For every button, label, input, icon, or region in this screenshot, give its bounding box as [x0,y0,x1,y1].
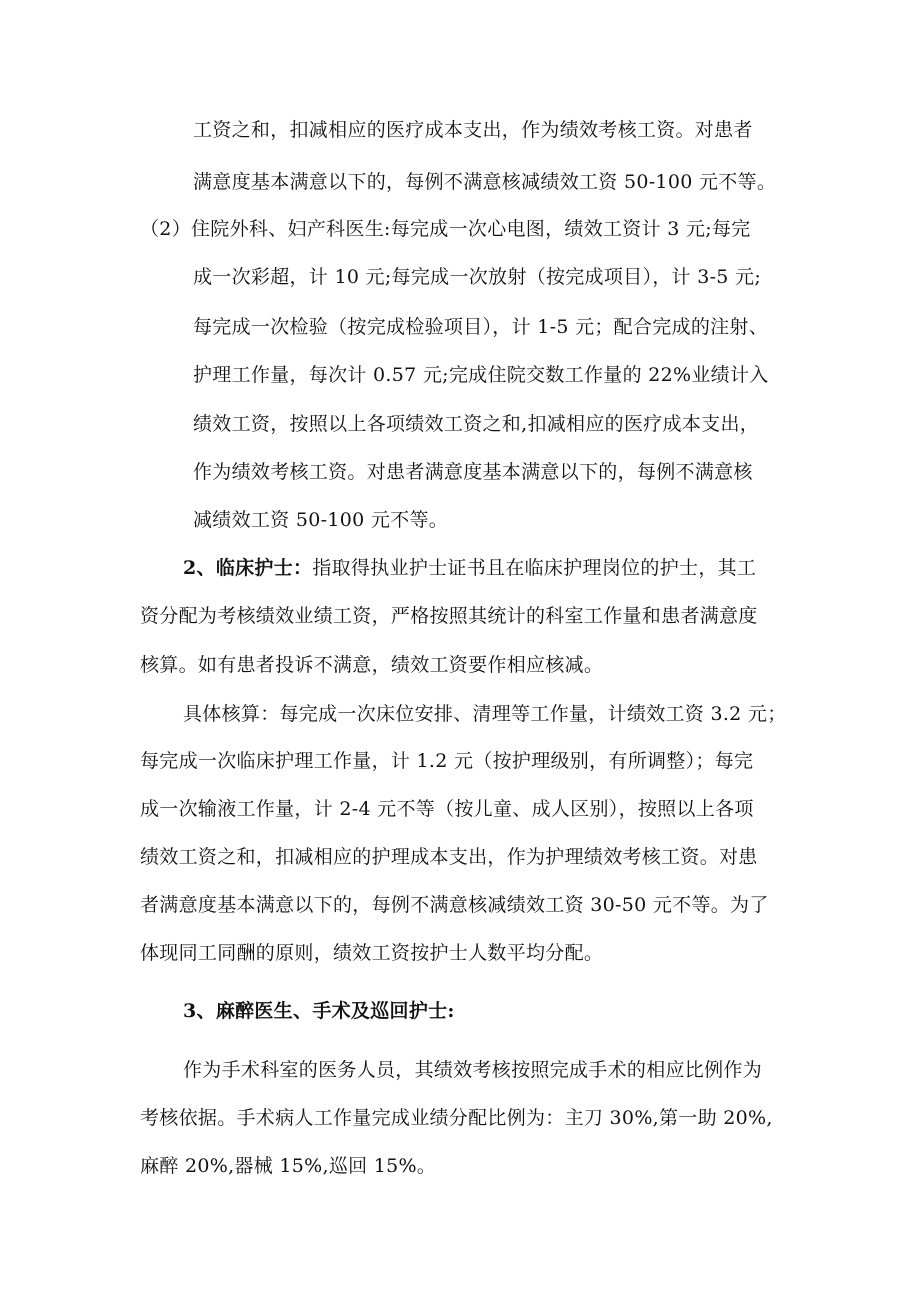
text-line: 作为手术科室的医务人员，其绩效考核按照完成手术的相应比例作为 [183,1059,763,1081]
text-line: 体现同工同酬的原则，绩效工资按护士人数平均分配。 [140,942,604,964]
text-line: 每完成一次检验（按完成检验项目），计 1-5 元；配合完成的注射、 [193,316,769,338]
text-line: 成一次彩超，计 10 元;每完成一次放射（按完成项目），计 3-5 元; [193,266,762,288]
section-heading: 2、临床护士： [183,557,313,579]
text-line: 每完成一次临床护理工作量，计 1.2 元（按护理级别，有所调整）；每完 [140,750,754,772]
text-line: 成一次输液工作量，计 2-4 元不等（按儿童、成人区别），按照以上各项 [140,798,754,820]
text-line: 资分配为考核绩效业绩工资，严格按照其统计的科室工作量和患者满意度 [140,605,758,627]
section-heading: 3、麻醉医生、手术及巡回护士: [183,1000,455,1022]
text-line: 绩效工资之和，扣减相应的护理成本支出，作为护理绩效考核工资。对患 [140,846,758,868]
text-line: 麻醉 20%,器械 15%,巡回 15%。 [140,1155,437,1177]
text-line: （2）住院外科、妇产科医生:每完成一次心电图，绩效工资计 3 元;每完 [140,218,751,240]
text-line: 考核依据。手术病人工作量完成业绩分配比例为：主刀 30%,第一助 20%, [140,1107,773,1129]
text-line: 核算。如有患者投诉不满意，绩效工资要作相应核减。 [140,654,604,676]
text-line: 绩效工资，按照以上各项绩效工资之和,扣减相应的医疗成本支出， [193,413,760,435]
text-line: 减绩效工资 50-100 元不等。 [193,509,449,531]
text-line: 工资之和，扣减相应的医疗成本支出，作为绩效考核工资。对患者 [193,119,753,141]
text-line: 作为绩效考核工资。对患者满意度基本满意以下的，每例不满意核 [193,461,753,483]
text-line: 具体核算：每完成一次床位安排、清理等工作量，计绩效工资 3.2 元； [183,703,787,725]
text-line: 满意度基本满意以下的，每例不满意核减绩效工资 50-100 元不等。 [193,171,777,193]
text-line: 者满意度基本满意以下的，每例不满意核减绩效工资 30-50 元不等。为了 [140,894,769,916]
section-2-first-line [183,556,756,580]
text-span: 指取得执业护士证书且在临床护理岗位的护士，其工 [312,557,757,579]
text-line: 护理工作量，每次计 0.57 元;完成住院交数工作量的 22%业绩计入 [193,364,769,386]
